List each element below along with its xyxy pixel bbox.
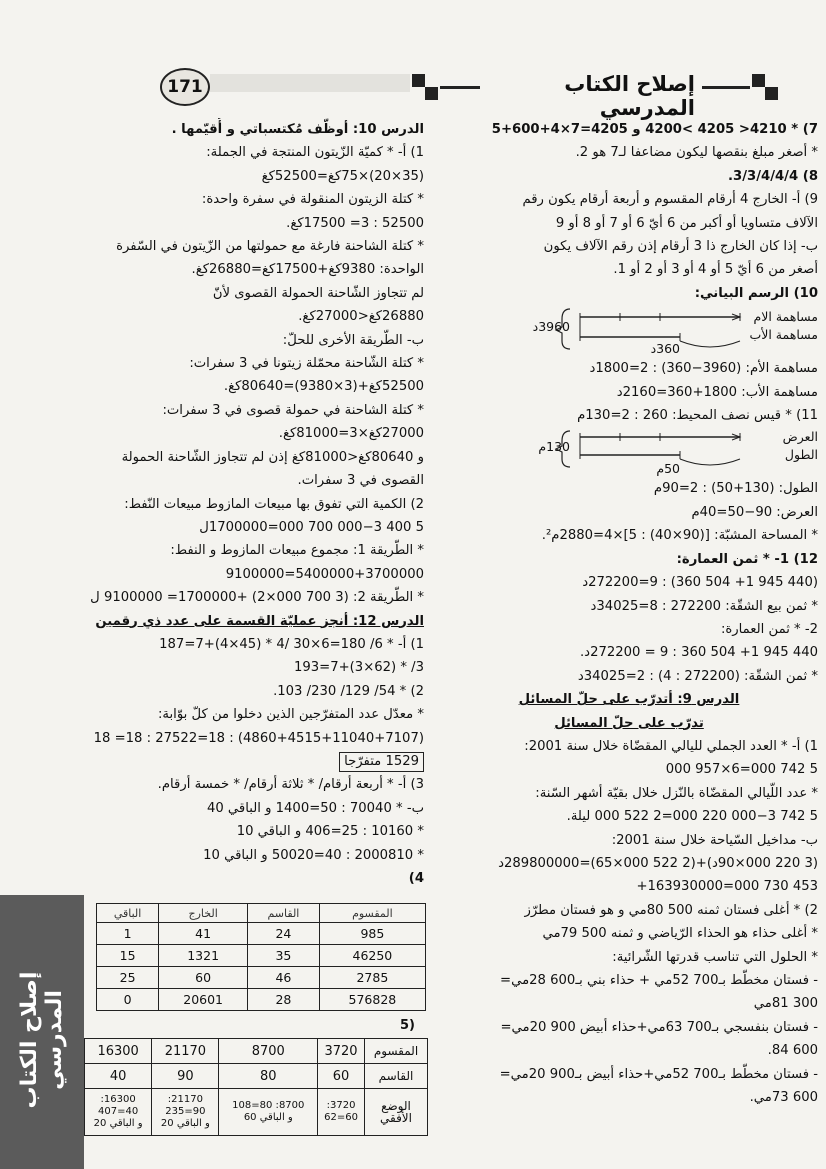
text-line: ب- مداخيل السّياحة خلال سنة 2001: [611, 832, 818, 848]
table-header: الوضع الأفقي [365, 1089, 428, 1136]
text-line: 52500 : 3= 17500كغ. [286, 215, 424, 231]
header-shadow-text [210, 74, 410, 92]
text-line: الدرس 10: أوظّف مُكتسباتي و أُقيّمها . [171, 122, 424, 137]
text-line: 12) 1- * ثمن العمارة: [676, 551, 818, 567]
text-line: 2) الكمية التي تفوق بها مبيعات المازوط مبيعات النّفط: [124, 496, 424, 512]
table-cell: 0 [97, 989, 159, 1011]
table-cell: 2785 [319, 967, 425, 989]
left-column [6, 118, 424, 890]
text-line: ب- * 70040 : 50=1400 و الباقي 40 [206, 800, 424, 816]
rectangle-diagram [440, 427, 818, 477]
text-line: مساهمة الأم: (3960−360) : 2=1800د [589, 361, 818, 377]
table-cell: 35 [248, 945, 320, 967]
text-line: 10) الرسم البياني: [694, 285, 818, 301]
text-line: (440 945 1+ 504 360) : 9=272200د [582, 575, 818, 591]
text-line: تدرّب على حلّ المسائل [554, 715, 704, 731]
text-line: 5 742 000=6×957 000 [665, 762, 818, 778]
text-line: * ثمن الشقّة: (272200 : 4) : 2=34025د [577, 668, 818, 684]
table-cell: 8700 [219, 1039, 318, 1064]
division-table-5 [84, 1038, 428, 1136]
table-cell: 15 [97, 945, 159, 967]
text-line: 2) * 54/ 129/ 230/ 103. [273, 683, 424, 699]
diagram-label-diff: 360د [650, 341, 680, 357]
header-checker-right [752, 74, 778, 100]
table-header: المقسوم [365, 1039, 428, 1064]
diagram-label-total: 3960د [532, 319, 570, 335]
text-line: 5 400 000−3 700 000=1700000ل [199, 519, 424, 535]
text-line: 11) * قيس نصف المحيط: 260 : 2=130م [577, 408, 818, 424]
table-row [85, 1089, 428, 1136]
text-line: * أصغر مبلغ بنقصها ليكون مضاعفا لـ7 هو 2. [575, 145, 818, 161]
text-line: الطول: (130+50) : 2=90م [653, 481, 818, 497]
header-rule-right [702, 86, 750, 89]
text-line: * عدد اللّيالي المقضّاة بالنّزل خلال بقيّة أشهر السّنة: [535, 785, 818, 801]
text-line: - فستان مخطّط بـ700 52مي + حذاء بني بـ600 28مي= [500, 973, 818, 988]
table-cell: 90 [152, 1064, 219, 1089]
text-line: الدرس 12: أنجز عمليّة القسمة على عدد ذي رقمين [95, 613, 424, 629]
text-line: * أغلى حذاء هو الحذاء الرّياضي و ثمنه 500 79مي [542, 926, 818, 942]
diagram-label-mother: مساهمة الام [753, 309, 818, 325]
text-line: 440 945 1+ 504 360 : 9 = 272200د. [579, 645, 818, 661]
text-line: العرض: 90−50=40م [691, 504, 818, 520]
text-line: 1) أ- * 6/ 180=6×30 /4 * (45×4)+7=187 [159, 636, 424, 652]
text-line: 453 730 000=163930000+ [636, 879, 818, 895]
text-line: و 80640كغ<81000كغ إذن لم تتجاوز الشّاحنة الحمولة [121, 449, 424, 465]
text-line: * 10160 : 25=406 و الباقي 10 [236, 824, 424, 840]
table-row [85, 1039, 428, 1064]
text-line: * ثمن بيع الشقّة: 272200 : 8=34025د [590, 598, 818, 614]
table-row [97, 989, 426, 1011]
diagram-label-diff: 50م [656, 461, 680, 477]
text-line: (4860+4515+11040+7107) : 18=27522 : 18= 18 [93, 730, 424, 746]
text-line: الواحدة: 9380كغ+17500كغ=26880كغ. [191, 262, 424, 278]
boxed-answer: 1529 متفرّجا [339, 752, 424, 772]
table-cell: 20601 [159, 989, 248, 1011]
text-line [6, 750, 424, 773]
table-header: الخارج [159, 904, 248, 923]
header-rule-mid [440, 86, 480, 89]
page-number: 171 [160, 68, 210, 106]
text-line: ب- الطّريقة الأخرى للحلّ: [282, 332, 424, 348]
text-line: * المساحة المشبّة: [(90×40) : 5]×4=2880م². [541, 528, 818, 544]
table-header: الباقي [97, 904, 159, 923]
table-cell: 28 [248, 989, 320, 1011]
diagram-label-width: العرض [782, 429, 818, 445]
text-line: 7) * 4210< 4205 >4200 و 4205=7×4+600+5 [491, 122, 818, 137]
text-line: 1) أ- * كميّة الزّيتون المنتجة في الجملة: [206, 145, 424, 161]
table-cell: 24 [248, 923, 320, 945]
text-line: 3/ * (62×3)+7=193 [293, 660, 424, 676]
header-title: إصلاح الكتاب المدرسي [564, 72, 695, 120]
text-line: 8) 3/3/4/4/4. [728, 168, 818, 184]
table-cell: 3720: 60=62 [318, 1089, 365, 1136]
text-line: لم تتجاوز الشّاحنة الحمولة القصوى لأنّ [212, 285, 424, 301]
text-line: (35×20)×75كغ=52500كغ [261, 168, 424, 184]
table-cell: 25 [97, 967, 159, 989]
table-cell: 21170: 90=235 و الباقي 20 [152, 1089, 219, 1136]
text-line: 1) أ- * العدد الجملي لليالي المقضّاة خلال سنة 2001: [524, 738, 818, 754]
text-line: 600 73مي. [749, 1090, 818, 1106]
text-line: * كتلة الشاحنة في حمولة قصوى في 3 سفرات: [162, 402, 424, 418]
table-cell: 1321 [159, 945, 248, 967]
text-line: * معدّل عدد المتفرّجين الذين دخلوا من كلّ بوّابة: [157, 707, 424, 723]
text-line: ب- إذا كان الخارج ذا 3 أرقام إذن رقم الآلاف يكون [543, 239, 818, 255]
text-line: * الطّريقة 2: (3 700 000×2) +1700000= 9100000 ل [90, 590, 424, 606]
table-cell: 985 [319, 923, 425, 945]
contribution-diagram [440, 305, 818, 357]
table-cell: 41 [159, 923, 248, 945]
text-line: 600 84. [767, 1043, 818, 1059]
diagram-label-length: الطول [784, 447, 818, 463]
text-line: * كتلة الشاحنة فارغة مع حمولتها من الزّيتون في السّفرة [116, 239, 424, 255]
text-line: * كتلة الزيتون المنقولة في سفرة واحدة: [201, 192, 424, 208]
table-cell: 46250 [319, 945, 425, 967]
text-line: 2- * ثمن العمارة: [720, 621, 818, 637]
text-line: 300 81مي [753, 996, 818, 1012]
text-line: * 2000810 : 40=50020 و الباقي 10 [203, 847, 424, 863]
text-line: 5400000+3700000=9100000 [225, 566, 424, 582]
text-line: مساهمة الأب: 1800+360=2160د [616, 384, 818, 400]
text-line: - فستان مخطّط بـ700 52مي+حذاء أبيض بـ900 20مي= [499, 1066, 818, 1082]
table-cell: 3720 [318, 1039, 365, 1064]
text-line: * كتلة الشّاحنة محمّلة زيتونا في 3 سفرات: [189, 356, 424, 372]
table-cell: 16300: 40=407 و الباقي 20 [85, 1089, 152, 1136]
text-line: 26880كغ<27000كغ. [298, 309, 424, 325]
table-header: المقسوم [319, 904, 425, 923]
table-cell: 40 [85, 1064, 152, 1089]
diagram-label-total: 130م [538, 439, 570, 455]
text-line: (3 220 000×90د)+(2 522 000×65)=289800000د [498, 855, 818, 871]
table-cell: 8700: 80=108 و الباقي 60 [219, 1089, 318, 1136]
table-cell: 80 [219, 1064, 318, 1089]
text-line: 4) [408, 871, 424, 886]
table-cell: 1 [97, 923, 159, 945]
table-cell: 60 [159, 967, 248, 989]
table-cell: 16300 [85, 1039, 152, 1064]
table-header: القاسم [248, 904, 320, 923]
text-line: الآلاف متساويا أو أكبر من 6 أيّ 6 أو 7 أو 8 أو 9 [555, 215, 818, 231]
exercise-5-label: 5) [400, 1018, 415, 1033]
table-header: القاسم [365, 1064, 428, 1089]
table-cell: 46 [248, 967, 320, 989]
right-column [440, 118, 818, 1109]
text-line: 9) أ- الخارج 4 أرقام المقسوم و أربعة أرقام يكون رقم [522, 192, 818, 208]
table-row [97, 945, 426, 967]
table-cell: 60 [318, 1064, 365, 1089]
text-line: الدرس 9: أتدرّب على حلّ المسائل [518, 692, 740, 708]
sidebar-title: إصلاح الكتاب المدرسي [17, 971, 67, 1109]
text-line: - فستان بنفسجي بـ700 63مي+حذاء أبيض 900 20مي= [500, 1019, 818, 1035]
table-row [97, 967, 426, 989]
table-cell: 21170 [152, 1039, 219, 1064]
text-line: القصوى في 3 سفرات. [297, 473, 424, 489]
text-line: 52500كغ+(3×9380)=80640كغ. [223, 379, 424, 395]
table-row [85, 1064, 428, 1089]
text-line: 2) * أغلى فستان ثمنه 500 80مي و هو فستان مطرّز [524, 902, 818, 918]
text-line: 5 742 000−3 220 000=2 522 000 ليلة. [566, 809, 818, 825]
table-row [97, 923, 426, 945]
text-line: * الحلول التي تناسب قدرتها الشّرائية: [612, 949, 818, 965]
bar-diagram [440, 427, 818, 477]
text-line: * الطّريقة 1: مجموع مبيعات المازوط و النفط: [170, 543, 424, 559]
header-checker-left [412, 74, 438, 100]
text-line: 3) أ- * أربعة أرقام/ * ثلاثة أرقام/ * خمسة أرقام. [157, 777, 424, 793]
division-table-4 [96, 903, 426, 1011]
text-line: أصغر من 6 أيّ 5 أو 4 أو 3 أو 2 أو 1. [613, 262, 818, 278]
table-cell: 576828 [319, 989, 425, 1011]
sidebar-tab [0, 895, 84, 1169]
diagram-label-father: مساهمة الأب [749, 327, 818, 343]
text-line: 27000كغ×3=81000كغ. [278, 426, 424, 442]
